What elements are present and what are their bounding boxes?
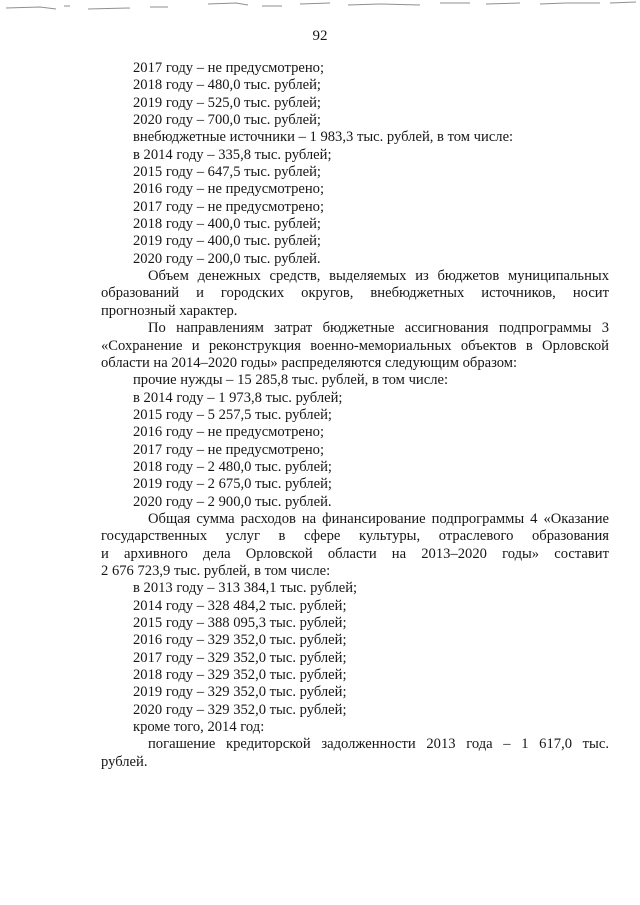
document-body	[101, 60, 609, 771]
budget-line: прочие нужды – 15 285,8 тыс. рублей, в том числе:	[133, 372, 449, 389]
budget-line: 2014 году – 328 484,2 тыс. рублей;	[133, 597, 347, 614]
budget-line: внебюджетные источники – 1 983,3 тыс. рублей, в том числе:	[133, 129, 514, 146]
budget-line: 2019 году – 329 352,0 тыс. рублей;	[133, 684, 347, 701]
paragraph-line: и архивного дела Орловской области на 2013–2020 годы» составит	[101, 545, 609, 562]
budget-line: 2016 году – не предусмотрено;	[133, 181, 325, 198]
budget-line: 2019 году – 400,0 тыс. рублей;	[133, 233, 321, 250]
paragraph-line: Объем денежных средств, выделяемых из бюджетов муниципальных	[148, 268, 609, 285]
budget-line: 2018 году – 400,0 тыс. рублей;	[133, 216, 321, 233]
paragraph-line: По направлениям затрат бюджетные ассигнования подпрограммы 3	[148, 320, 609, 337]
paragraph-line: государственных услуг в сфере культуры, отраслевого образования	[101, 528, 609, 545]
budget-line: 2018 году – 329 352,0 тыс. рублей;	[133, 667, 347, 684]
budget-line: 2018 году – 480,0 тыс. рублей;	[133, 77, 321, 94]
budget-line: 2017 году – не предусмотрено;	[133, 441, 325, 458]
paragraph-line: рублей.	[101, 753, 148, 770]
paragraph-line: 2 676 723,9 тыс. рублей, в том числе:	[101, 562, 331, 579]
budget-line: 2020 году – 200,0 тыс. рублей.	[133, 250, 321, 267]
paragraph-line: образований и городских округов, внебюджетных источников, носит	[101, 285, 609, 302]
paragraph-line: области на 2014–2020 годы» распределяются следующим образом:	[101, 354, 518, 371]
page-number: 92	[312, 28, 328, 44]
scan-edge-artifact	[0, 0, 640, 14]
budget-line: 2018 году – 2 480,0 тыс. рублей;	[133, 458, 332, 475]
budget-line: 2016 году – 329 352,0 тыс. рублей;	[133, 632, 347, 649]
budget-line: в 2014 году – 335,8 тыс. рублей;	[133, 146, 332, 163]
paragraph-line: Общая сумма расходов на финансирование подпрограммы 4 «Оказание	[148, 510, 609, 527]
budget-line: 2017 году – 329 352,0 тыс. рублей;	[133, 649, 347, 666]
paragraph-line: прогнозный характер.	[101, 302, 238, 319]
paragraph-line: погашение кредиторской задолженности 2013 года – 1 617,0 тыс.	[148, 736, 609, 753]
budget-line: в 2014 году – 1 973,8 тыс. рублей;	[133, 389, 343, 406]
budget-line: 2015 году – 388 095,3 тыс. рублей;	[133, 615, 347, 631]
budget-line: 2015 году – 5 257,5 тыс. рублей;	[133, 406, 332, 423]
budget-line: 2017 году – не предусмотрено;	[133, 60, 325, 76]
paragraph-line: «Сохранение и реконструкция военно-мемориальных объектов в Орловской	[101, 337, 609, 354]
budget-line: 2019 году – 525,0 тыс. рублей;	[133, 94, 321, 111]
budget-line: 2019 году – 2 675,0 тыс. рублей;	[133, 476, 332, 493]
budget-line: в 2013 году – 313 384,1 тыс. рублей;	[133, 580, 358, 597]
budget-line: 2020 году – 2 900,0 тыс. рублей.	[133, 493, 332, 510]
budget-line: кроме того, 2014 год:	[133, 719, 265, 736]
budget-line: 2020 году – 700,0 тыс. рублей;	[133, 112, 321, 129]
budget-line: 2017 году – не предусмотрено;	[133, 198, 325, 215]
budget-line: 2015 году – 647,5 тыс. рублей;	[133, 164, 321, 181]
budget-line: 2020 году – 329 352,0 тыс. рублей;	[133, 701, 347, 718]
budget-line: 2016 году – не предусмотрено;	[133, 424, 325, 441]
